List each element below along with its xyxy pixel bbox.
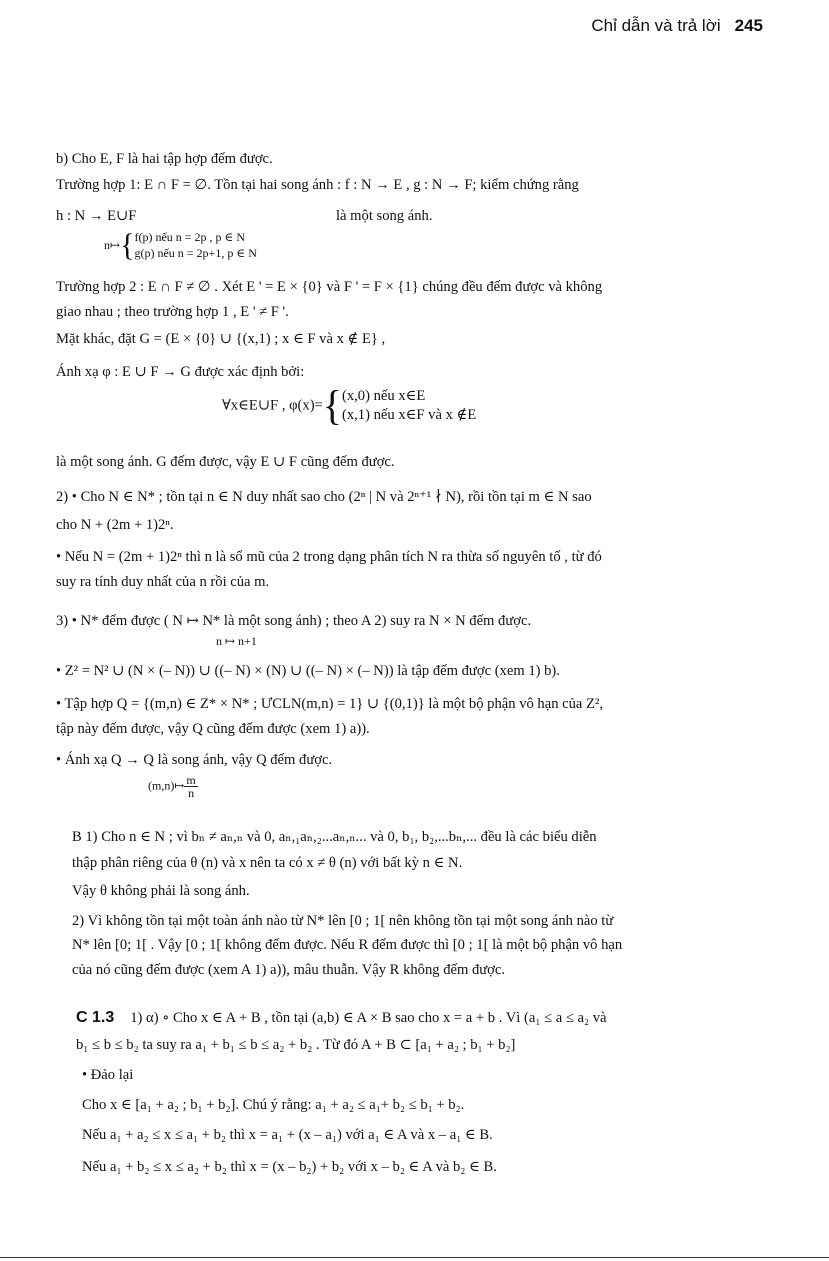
text-line: N* lên [0; 1[ . Vậy [0 ; 1[ không đếm được. Nếu R đếm được thì [0 ; 1[ là một bộ phận vô hạn xyxy=(72,937,623,953)
text-line: 2) Vì không tồn tại một toàn ánh nào từ N* lên [0 ; 1[ nên không tồn tại một song ánh nào từ xyxy=(72,913,614,929)
text-line: cho N + (2m + 1)2ⁿ. xyxy=(56,517,174,533)
left-brace: { xyxy=(322,381,342,430)
text-line: 3) • N* đếm được ( N ↦ N* là một song ánh) ; theo A 2) suy ra N × N đếm được. xyxy=(56,613,532,629)
map-rule-fraction xyxy=(148,774,198,799)
text-line: b₁ ≤ b ≤ b₂ ta suy ra a₁ + b₁ ≤ b ≤ a₂ + b₂ . Từ đó A + B ⊂ [a₁ + a₂ ; b₁ + b₂] xyxy=(76,1037,516,1053)
header-title: Chỉ dẫn và trả lời xyxy=(591,16,721,35)
left-brace: { xyxy=(120,227,135,263)
cases xyxy=(134,230,256,261)
text-line: • Đảo lại xyxy=(82,1067,134,1083)
exercise-line xyxy=(76,1008,607,1028)
text-line: của nó cũng đếm được (xem A 1) a)), mâu thuẫn. Vậy R không đếm được. xyxy=(72,962,506,978)
map-arrow: (m,n)↦ xyxy=(148,778,185,793)
text-line: Trường hợp 2 : E ∩ F ≠ ∅ . Xét E ' = E × {0} và F ' = F × {1} chúng đều đếm được và không xyxy=(56,279,603,295)
piecewise-definition-h xyxy=(104,227,257,263)
text-line: • Ánh xạ Q → Q là song ánh, vậy Q đếm được. xyxy=(56,752,333,768)
text-line: h : N → E∪F xyxy=(56,208,137,224)
fraction-numerator: m xyxy=(186,773,196,787)
case-line: g(p) nếu n = 2p+1, p ∈ N xyxy=(134,245,257,260)
phi-lhs: ∀x∈E∪F , φ(x)= xyxy=(222,397,323,414)
text-line: Cho x ∈ [a₁ + a₂ ; b₁ + b₂]. Chú ý rằng: a₁ + a₂ ≤ a₁+ b₂ ≤ b₁ + b₂. xyxy=(82,1097,465,1113)
text-line: Vậy θ không phải là song ánh. xyxy=(72,883,250,899)
piecewise-definition-phi xyxy=(222,381,477,430)
text-line: suy ra tính duy nhất của n rồi của m. xyxy=(56,574,270,590)
fraction xyxy=(184,774,197,799)
page-number: 245 xyxy=(734,16,763,35)
text-line: Nếu a₁ + b₂ ≤ x ≤ a₂ + b₂ thì x = (x – b₂) + b₂ với x – b₂ ∈ A và b₂ ∈ B. xyxy=(82,1159,497,1175)
text-line: Ánh xạ φ : E ∪ F → G được xác định bởi: xyxy=(56,364,305,380)
case-line: (x,1) nếu x∈F và x ∉E xyxy=(341,407,477,423)
text-line: Mặt khác, đặt G = (E × {0} ∪ {(x,1) ; x ∈ F và x ∉ E} , xyxy=(56,331,386,347)
page-bottom-rule xyxy=(0,1257,829,1258)
text-line: thập phân riêng của θ (n) và x nên ta có x ≠ θ (n) với bất kỳ n ∈ N. xyxy=(72,855,463,871)
text-line: giao nhau ; theo trường hợp 1 , E ' ≠ F '. xyxy=(56,304,289,320)
text-line: b) Cho E, F là hai tập hợp đếm được. xyxy=(56,151,273,167)
text-line: B 1) Cho n ∈ N ; vì bₙ ≠ aₙ,ₙ và 0, aₙ,₁aₙ,₂...aₙ,ₙ... và 0, b₁, b₂,...bₙ,... đều là các biểu diễn xyxy=(72,829,597,845)
text-line: • Tập hợp Q = {(m,n) ∈ Z* × N* ; ƯCLN(m,n) = 1} ∪ {(0,1)} là một bộ phận vô hạn của Z², xyxy=(56,696,603,712)
text-line: Trường hợp 1: E ∩ F = ∅. Tồn tại hai song ánh : f : N → E , g : N → F; kiểm chứng rằng xyxy=(56,177,579,193)
exercise-label: C 1.3 xyxy=(76,1009,115,1026)
text-line: 2) • Cho N ∈ N* ; tồn tại n ∈ N duy nhất sao cho (2ⁿ | N và 2ⁿ⁺¹ ∤ N), rồi tồn tại m ∈ N sao xyxy=(56,489,592,505)
text-line: Nếu a₁ + a₂ ≤ x ≤ a₁ + b₂ thì x = a₁ + (x – a₁) với a₁ ∈ A và x – a₁ ∈ B. xyxy=(82,1127,493,1143)
text-line: là một song ánh. xyxy=(336,208,433,224)
text-line: 1) α) ∘ Cho x ∈ A + B , tồn tại (a,b) ∈ A × B sao cho x = a + b . Vì (a₁ ≤ a ≤ a₂ và xyxy=(130,1010,607,1026)
text-line: • Z² = N² ∪ (N × (– N)) ∪ ((– N) × (N) ∪ ((– N) × (– N)) là tập đếm được (xem 1) b). xyxy=(56,663,560,679)
case-line: f(p) nếu n = 2p , p ∈ N xyxy=(134,230,246,244)
cases xyxy=(342,387,476,425)
fraction-denominator: n xyxy=(188,786,195,800)
text-line: tập này đếm được, vậy Q cũng đếm được (xem 1) a)). xyxy=(56,721,370,737)
map-arrow: n↦ xyxy=(104,237,121,252)
text-line: • Nếu N = (2m + 1)2ⁿ thì n là số mũ của 2 trong dạng phân tích N ra thừa số nguyên tố , từ đó xyxy=(56,549,602,565)
text-line: là một song ánh. G đếm được, vậy E ∪ F cũng đếm được. xyxy=(56,454,395,470)
map-rule: n ↦ n+1 xyxy=(216,634,257,648)
running-header xyxy=(591,16,763,36)
case-line: (x,0) nếu x∈E xyxy=(341,388,426,405)
